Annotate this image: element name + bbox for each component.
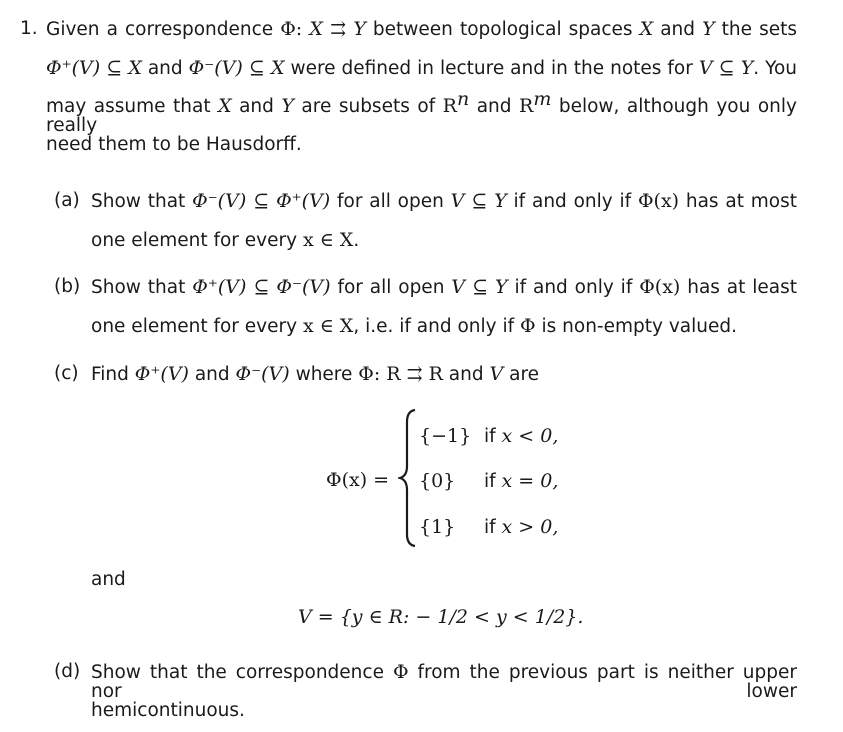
part-c-line-1 [91,365,539,385]
V-definition: V = {y ∈ R: − 1/2 < y < 1/2}. [298,606,584,628]
text: is non-empty valued. [535,316,737,337]
x-in-X: x ∈ X [302,315,354,337]
left-brace-icon [398,408,418,548]
text: , i.e. if and only if [353,316,521,337]
phi-plus-V: Φ⁺(V) [46,57,101,79]
var-Y: Y [740,57,754,79]
var-V: V [489,363,504,385]
phi-minus-V: Φ⁻(V) [276,276,331,298]
text: if [484,426,496,447]
text: were defined in lecture and in the notes for [284,58,699,79]
phi-R-to-R: Φ: R ⇉ R [358,363,443,385]
text: below, although you only really [46,96,797,136]
var-V: V [698,57,713,79]
exponent-m: m [533,88,552,110]
phi-symbol: Φ [280,18,296,40]
text: and [469,96,519,117]
text: one element for every [91,316,303,337]
x-in-X: x ∈ X [302,229,354,251]
condition-math: x < 0, [501,425,559,447]
text: Find [91,364,135,385]
subset-symbol: ⊆ [246,276,277,298]
text: has at most [679,191,797,212]
text: if and only if [506,191,638,212]
text: between topological spaces [365,19,640,40]
problem-number: 1. [20,18,38,39]
phi-minus-V: Φ⁻(V) [235,363,290,385]
var-X: X [128,57,142,79]
var-Y: Y [495,276,508,298]
condition-math: x = 0, [501,470,559,492]
case-condition [484,472,558,492]
subset-symbol: ⊆ [246,190,277,212]
arrow-symbol: ⇉ [322,18,354,40]
case-value: {0} [419,470,456,492]
reals-symbol: R [442,95,457,117]
var-X: X [270,57,285,79]
text: : [295,18,310,40]
text: has at least [680,277,798,298]
part-d-label: (d) [54,661,81,682]
phi-symbol: Φ [392,661,409,683]
var-X: X [309,18,323,40]
text: if [484,471,496,492]
part-b-label: (b) [54,276,81,297]
text: . You [753,58,798,79]
intro-line-3 [46,88,797,136]
case-condition [484,518,558,538]
exponent-n: n [456,88,470,110]
text: and [188,364,236,385]
var-Y: Y [281,95,294,117]
part-b-line-2 [91,317,737,337]
intro-line-4: need them to be Hausdorff. [46,134,302,155]
phi-minus-V: Φ⁻(V) [188,57,243,79]
subset-symbol: ⊆ [100,57,129,79]
part-a-line-1 [91,192,797,212]
text: are subsets of [293,96,443,117]
subset-symbol: ⊆ [464,190,495,212]
text: where [289,364,359,385]
text: for all open [330,277,452,298]
var-X: X [218,95,232,117]
text: Show that the correspondence [91,662,393,683]
text: are [503,364,540,385]
reals-symbol: R [519,95,534,117]
part-a-line-2 [91,231,359,251]
text: and [653,19,703,40]
and-text: and [91,569,126,590]
text: Given a correspondence [46,19,281,40]
text: may assume that [46,96,219,117]
text: one element for every [91,230,303,251]
case-condition [484,427,558,447]
text: . [353,230,360,251]
phi-plus-V: Φ⁺(V) [276,190,331,212]
phi-plus-V: Φ⁺(V) [192,276,247,298]
part-d-line-2: hemicontinuous. [91,700,245,721]
phi-symbol: Φ [520,315,536,337]
phi-minus-V: Φ⁻(V) [192,190,247,212]
text: and [442,364,490,385]
subset-symbol: ⊆ [465,276,496,298]
case-value: {1} [419,516,456,538]
text: and [231,96,282,117]
var-Y: Y [702,18,715,40]
part-d-line-1 [91,663,797,701]
intro-line-2 [46,59,797,79]
text: Show that [91,191,193,212]
text: the sets [714,19,797,40]
text: and [141,58,189,79]
phi-plus-V: Φ⁺(V) [134,363,189,385]
text: from the previous part is neither upper nor lower [91,662,797,702]
text: if and only if [507,277,640,298]
part-c-label: (c) [54,363,79,384]
part-b-line-1 [91,278,797,298]
text: Show that [91,277,193,298]
part-a-label: (a) [54,190,80,211]
var-Y: Y [353,18,366,40]
subset-symbol: ⊆ [242,57,271,79]
condition-math: x > 0, [501,516,559,538]
text: if [484,517,496,538]
var-V: V [451,276,466,298]
case-value: {−1} [419,425,472,447]
var-Y: Y [494,190,507,212]
subset-symbol: ⊆ [712,57,741,79]
text: for all open [330,191,451,212]
phi-def-lhs: Φ(x) = [326,469,390,491]
intro-line-1 [46,20,797,40]
phi-of-x: Φ(x) [639,276,681,298]
var-V: V [450,190,465,212]
var-X: X [639,18,654,40]
phi-of-x: Φ(x) [637,190,680,212]
